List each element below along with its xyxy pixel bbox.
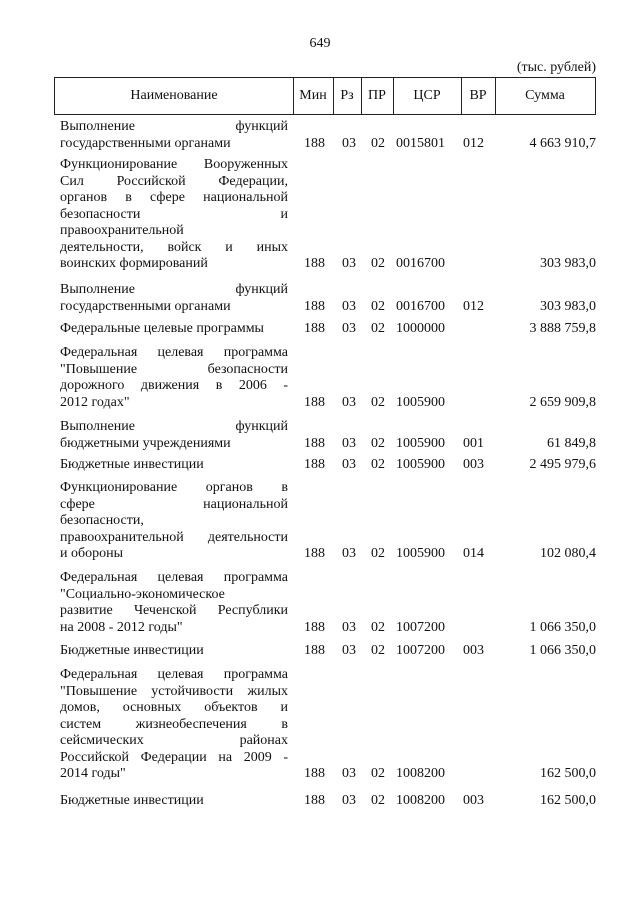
row-pr: 02 bbox=[371, 298, 385, 314]
row-sum: 3 888 759,8 bbox=[529, 321, 596, 336]
row-pr: 02 bbox=[371, 321, 385, 336]
row-csr: 0016700 bbox=[396, 256, 445, 271]
table-row bbox=[0, 570, 640, 636]
row-csr: 0015801 bbox=[396, 135, 445, 151]
row-csr: 1008200 bbox=[396, 793, 445, 808]
row-name bbox=[60, 643, 288, 660]
table-row bbox=[0, 345, 640, 411]
row-pr: 02 bbox=[371, 766, 385, 781]
row-min: 188 bbox=[304, 619, 325, 635]
table-row bbox=[0, 157, 640, 273]
table-row bbox=[0, 119, 640, 152]
row-pr: 02 bbox=[371, 256, 385, 271]
row-name bbox=[60, 321, 288, 338]
row-name-line: сейсмических районах bbox=[60, 733, 288, 748]
row-min: 188 bbox=[304, 256, 325, 271]
row-vr: 003 bbox=[463, 643, 484, 658]
row-vr: 014 bbox=[463, 546, 484, 561]
row-name bbox=[60, 480, 288, 563]
row-name-line: систем жизнеобеспечения в bbox=[60, 716, 288, 732]
header-pr: ПР bbox=[368, 88, 386, 103]
row-sum: 1 066 350,0 bbox=[529, 619, 596, 635]
table-row bbox=[0, 457, 640, 474]
row-rz: 03 bbox=[342, 619, 356, 635]
row-min: 188 bbox=[304, 643, 325, 658]
row-rz: 03 bbox=[342, 321, 356, 336]
table-row bbox=[0, 793, 640, 810]
header-min: Мин bbox=[299, 88, 327, 103]
row-csr: 1000000 bbox=[396, 321, 445, 336]
header-csr: ЦСР bbox=[413, 88, 441, 103]
units-note: (тыс. рублей) bbox=[516, 60, 596, 75]
row-name-line: дорожного движения в 2006 - bbox=[60, 378, 288, 393]
row-rz: 03 bbox=[342, 135, 356, 151]
row-sum: 61 849,8 bbox=[547, 435, 596, 451]
row-pr: 02 bbox=[371, 457, 385, 472]
row-name-line: Федеральная целевая программа bbox=[60, 345, 288, 360]
row-sum: 162 500,0 bbox=[540, 766, 596, 781]
row-sum: 1 066 350,0 bbox=[529, 643, 596, 658]
row-sum: 4 663 910,7 bbox=[529, 135, 596, 151]
row-csr: 1005900 bbox=[396, 435, 445, 451]
row-vr: 003 bbox=[463, 457, 484, 472]
row-csr: 1005900 bbox=[396, 457, 445, 472]
row-name-line: Российской Федерации на 2009 - bbox=[60, 749, 288, 765]
row-csr: 1008200 bbox=[396, 766, 445, 781]
row-min: 188 bbox=[304, 435, 325, 451]
page-number: 649 bbox=[309, 36, 331, 51]
row-min: 188 bbox=[304, 135, 325, 151]
row-name bbox=[60, 457, 288, 474]
row-name-line: правоохранительной деятельности bbox=[60, 529, 288, 545]
row-name-line: развитие Чеченской Республики bbox=[60, 603, 288, 618]
row-name-line: сфере национальной bbox=[60, 496, 288, 512]
row-name bbox=[60, 345, 288, 411]
row-min: 188 bbox=[304, 298, 325, 314]
row-min: 188 bbox=[304, 766, 325, 781]
table-row bbox=[0, 643, 640, 660]
table-row bbox=[0, 480, 640, 563]
row-name bbox=[60, 793, 288, 810]
row-rz: 03 bbox=[342, 394, 356, 410]
header-name: Наименование bbox=[130, 88, 218, 103]
row-sum: 162 500,0 bbox=[540, 793, 596, 808]
row-name-line: Функционирование органов в bbox=[60, 480, 288, 495]
row-name-line: Федеральная целевая программа bbox=[60, 667, 288, 682]
row-sum: 2 495 979,6 bbox=[529, 457, 596, 472]
row-name-line: Бюджетные инвестиции bbox=[60, 457, 204, 472]
row-name-line: "Повышение устойчивости жилых bbox=[60, 683, 288, 699]
row-name-line: безопасности и bbox=[60, 206, 288, 222]
row-name-line: Выполнение функций bbox=[60, 282, 288, 297]
row-name-line: Выполнение функций bbox=[60, 419, 288, 434]
row-name-line: бюджетными учреждениями bbox=[60, 435, 231, 451]
row-name bbox=[60, 157, 288, 273]
row-name-line: Федеральные целевые программы bbox=[60, 321, 264, 336]
row-name-line: Функционирование Вооруженных bbox=[60, 157, 288, 172]
row-pr: 02 bbox=[371, 394, 385, 410]
row-name-line: органов в сфере национальной bbox=[60, 190, 288, 205]
row-rz: 03 bbox=[342, 435, 356, 451]
row-csr: 1005900 bbox=[396, 546, 445, 561]
row-pr: 02 bbox=[371, 619, 385, 635]
row-sum: 303 983,0 bbox=[540, 256, 596, 271]
row-name-line: 2014 годы" bbox=[60, 766, 126, 781]
row-rz: 03 bbox=[342, 793, 356, 808]
row-name bbox=[60, 282, 288, 315]
row-csr: 1005900 bbox=[396, 394, 445, 410]
row-pr: 02 bbox=[371, 793, 385, 808]
row-name-line: Выполнение функций bbox=[60, 119, 288, 134]
row-name bbox=[60, 419, 288, 452]
row-name-line: домов, основных объектов и bbox=[60, 700, 288, 715]
row-name-line: на 2008 - 2012 годы" bbox=[60, 619, 183, 635]
table-row bbox=[0, 321, 640, 338]
row-name-line: государственными органами bbox=[60, 135, 231, 151]
row-vr: 003 bbox=[463, 793, 484, 808]
row-vr: 012 bbox=[463, 298, 484, 314]
row-sum: 102 080,4 bbox=[540, 546, 596, 561]
row-csr: 1007200 bbox=[396, 619, 445, 635]
row-name-line: Бюджетные инвестиции bbox=[60, 643, 204, 658]
row-rz: 03 bbox=[342, 298, 356, 314]
row-rz: 03 bbox=[342, 766, 356, 781]
row-min: 188 bbox=[304, 457, 325, 472]
row-rz: 03 bbox=[342, 457, 356, 472]
row-name bbox=[60, 667, 288, 783]
row-csr: 0016700 bbox=[396, 298, 445, 314]
row-pr: 02 bbox=[371, 546, 385, 561]
row-name-line: воинских формирований bbox=[60, 256, 208, 271]
table-row bbox=[0, 667, 640, 783]
header-vr: ВР bbox=[469, 88, 487, 103]
row-name-line: Бюджетные инвестиции bbox=[60, 793, 204, 808]
row-name-line: правоохранительной bbox=[60, 223, 184, 238]
row-name-line: Федеральная целевая программа bbox=[60, 570, 288, 585]
row-rz: 03 bbox=[342, 643, 356, 658]
row-name-line: Сил Российской Федерации, bbox=[60, 173, 288, 189]
row-csr: 1007200 bbox=[396, 643, 445, 658]
row-name-line: и обороны bbox=[60, 546, 124, 561]
row-pr: 02 bbox=[371, 435, 385, 451]
row-name bbox=[60, 570, 288, 636]
row-name bbox=[60, 119, 288, 152]
row-rz: 03 bbox=[342, 546, 356, 561]
row-name-line: безопасности, bbox=[60, 513, 144, 528]
row-sum: 2 659 909,8 bbox=[529, 394, 596, 410]
row-sum: 303 983,0 bbox=[540, 298, 596, 314]
row-name-line: "Социально-экономическое bbox=[60, 586, 225, 602]
row-vr: 012 bbox=[463, 135, 484, 151]
row-name-line: "Повышение безопасности bbox=[60, 361, 288, 377]
row-min: 188 bbox=[304, 394, 325, 410]
table-header bbox=[54, 77, 596, 115]
table-row bbox=[0, 419, 640, 452]
table-row bbox=[0, 282, 640, 315]
header-sum: Сумма bbox=[525, 88, 565, 103]
row-min: 188 bbox=[304, 546, 325, 561]
row-name-line: государственными органами bbox=[60, 298, 231, 314]
row-min: 188 bbox=[304, 321, 325, 336]
row-pr: 02 bbox=[371, 643, 385, 658]
row-vr: 001 bbox=[463, 435, 484, 451]
row-name-line: деятельности, войск и иных bbox=[60, 239, 288, 255]
header-rz: Рз bbox=[340, 88, 354, 103]
row-name-line: 2012 годах" bbox=[60, 394, 130, 410]
row-rz: 03 bbox=[342, 256, 356, 271]
row-min: 188 bbox=[304, 793, 325, 808]
row-pr: 02 bbox=[371, 135, 385, 151]
